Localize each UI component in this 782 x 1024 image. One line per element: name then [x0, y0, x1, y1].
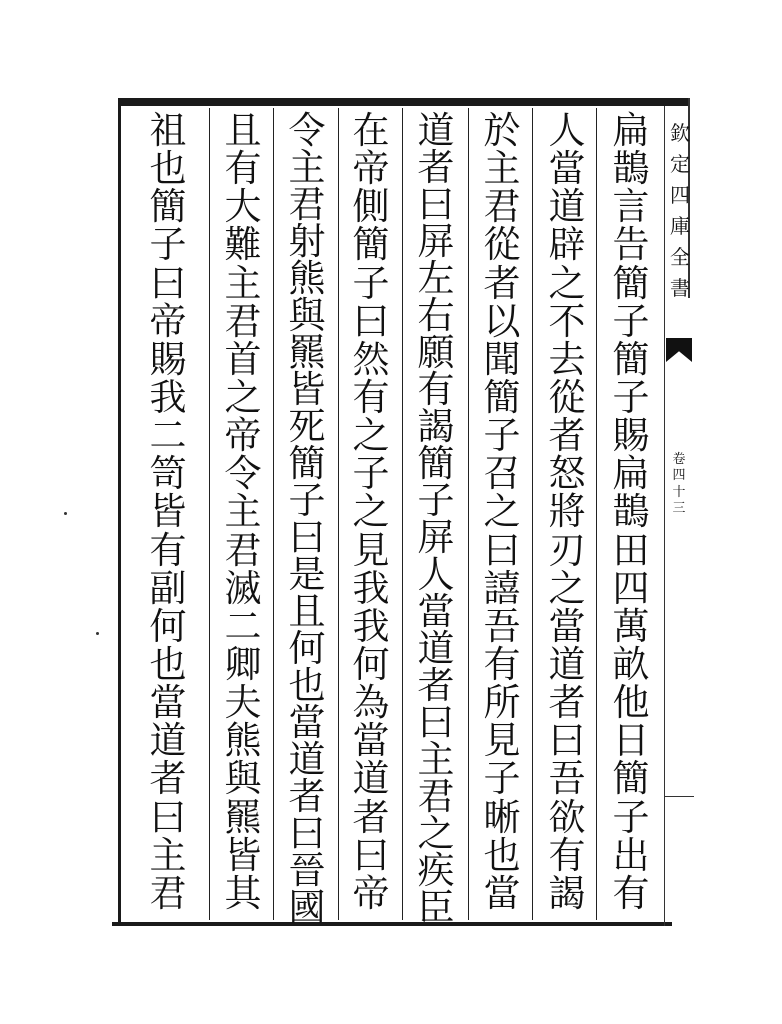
- character: 曰: [352, 833, 390, 877]
- column-rule: [338, 108, 339, 920]
- character: 十: [672, 484, 686, 500]
- character: 帝: [149, 299, 187, 343]
- character: 君: [149, 871, 187, 915]
- page-border-bottom: [112, 922, 672, 926]
- character: 有: [548, 833, 586, 877]
- character: 當: [288, 701, 326, 744]
- character: 簡: [352, 223, 390, 267]
- character: 何: [288, 627, 326, 670]
- character: 晰: [483, 795, 521, 839]
- character: 所: [483, 681, 521, 725]
- character: 之: [352, 414, 390, 458]
- character: 且: [288, 590, 326, 633]
- character: 曰: [149, 261, 187, 305]
- character: 帝: [224, 414, 262, 458]
- character: 辟: [548, 223, 586, 267]
- character: 四: [670, 183, 690, 207]
- character: 其: [224, 871, 262, 915]
- character: 側: [352, 185, 390, 229]
- character: 國: [288, 886, 326, 929]
- character: 臣: [417, 886, 455, 929]
- character: 不: [548, 299, 586, 343]
- character: 鵲: [612, 490, 650, 534]
- character: 二: [224, 604, 262, 648]
- character: 日: [612, 719, 650, 763]
- character: 當: [483, 871, 521, 915]
- character: 將: [548, 490, 586, 534]
- column-rule: [402, 108, 403, 920]
- character: 者: [417, 146, 455, 189]
- character: 他: [612, 681, 650, 725]
- character: 人: [548, 109, 586, 152]
- character: 鵲: [612, 147, 650, 191]
- character: 賜: [149, 337, 187, 381]
- character: 有: [483, 642, 521, 686]
- character: 吾: [548, 757, 586, 801]
- character: 與: [288, 294, 326, 337]
- chapter-label: [668, 452, 690, 517]
- character: 子: [417, 479, 455, 522]
- character: 曰: [417, 701, 455, 744]
- character: 者: [288, 775, 326, 818]
- character: 且: [224, 109, 262, 152]
- character: 子: [352, 261, 390, 305]
- text-column-3: [472, 109, 532, 915]
- text-column-5: [341, 109, 401, 915]
- character: 者: [548, 681, 586, 725]
- character: 君: [224, 299, 262, 343]
- character: 帝: [352, 147, 390, 191]
- character: 吾: [483, 604, 521, 648]
- character: 曰: [149, 795, 187, 839]
- character: 皆: [224, 833, 262, 877]
- character: 君: [288, 183, 326, 226]
- character: 曰: [483, 528, 521, 572]
- character: 是: [288, 553, 326, 596]
- character: 羆: [224, 795, 262, 839]
- character: 大: [224, 185, 262, 229]
- character: 與: [224, 757, 262, 801]
- character: 卷: [672, 452, 686, 467]
- character: 當: [149, 681, 187, 725]
- character: 出: [612, 833, 650, 877]
- character: 簡: [483, 375, 521, 419]
- book-title: [668, 118, 692, 304]
- character: 主: [483, 147, 521, 191]
- character: 扁: [612, 109, 650, 152]
- character: 疾: [417, 849, 455, 892]
- character: 然: [352, 337, 390, 381]
- fishtail-mark-icon: [666, 338, 692, 362]
- character: 三: [672, 500, 686, 516]
- character: 祖: [149, 109, 187, 152]
- character: 君: [417, 775, 455, 818]
- character: 謁: [417, 405, 455, 448]
- text-column-2: [537, 109, 597, 915]
- character: 副: [149, 566, 187, 610]
- column-rule: [532, 108, 533, 920]
- character: 卿: [224, 642, 262, 686]
- character: 從: [548, 375, 586, 419]
- character: 皆: [149, 490, 187, 534]
- character: 當: [417, 590, 455, 633]
- scan-speck: [64, 512, 67, 515]
- character: 曰: [548, 719, 586, 763]
- character: 屏: [417, 516, 455, 559]
- character: 子: [288, 479, 326, 522]
- character: 者: [417, 664, 455, 707]
- character: 屏: [417, 220, 455, 263]
- character: 之: [548, 566, 586, 610]
- character: 者: [483, 261, 521, 305]
- character: 見: [352, 528, 390, 572]
- character: 主: [288, 146, 326, 189]
- character: 子: [612, 375, 650, 419]
- character: 當: [352, 719, 390, 763]
- character: 去: [548, 337, 586, 381]
- character: 以: [483, 299, 521, 343]
- character: 賜: [612, 414, 650, 458]
- column-rule: [273, 108, 274, 920]
- column-rule: [468, 108, 469, 920]
- character: 曰: [288, 516, 326, 559]
- text-column-4: [406, 109, 466, 929]
- character: 有: [224, 147, 262, 191]
- character: 於: [483, 109, 521, 152]
- character: 召: [483, 452, 521, 496]
- character: 刃: [548, 528, 586, 572]
- character: 右: [417, 294, 455, 337]
- character: 道: [352, 757, 390, 801]
- character: 滅: [224, 566, 262, 610]
- character: 道: [417, 627, 455, 670]
- character: 君: [224, 528, 262, 572]
- character: 何: [149, 604, 187, 648]
- character: 夫: [224, 681, 262, 725]
- character: 道: [149, 719, 187, 763]
- character: 子: [612, 795, 650, 839]
- character: 難: [224, 223, 262, 267]
- character: 之: [417, 812, 455, 855]
- character: 也: [149, 147, 187, 191]
- character: 欽: [670, 121, 690, 145]
- character: 有: [612, 871, 650, 915]
- character: 譆: [483, 566, 521, 610]
- character: 我: [352, 604, 390, 648]
- character: 當: [548, 604, 586, 648]
- center-margin-tick: [664, 796, 694, 797]
- character: 有: [352, 375, 390, 419]
- character: 道: [417, 109, 455, 152]
- text-column-7: [213, 109, 273, 915]
- character: 簡: [612, 757, 650, 801]
- character: 欲: [548, 795, 586, 839]
- character: 願: [417, 331, 455, 374]
- character: 告: [612, 223, 650, 267]
- character: 之: [224, 375, 262, 419]
- character: 主: [417, 738, 455, 781]
- character: 左: [417, 257, 455, 300]
- character: 簡: [417, 442, 455, 485]
- character: 之: [352, 490, 390, 534]
- character: 庫: [670, 214, 690, 238]
- character: 子: [149, 223, 187, 267]
- character: 田: [612, 528, 650, 572]
- character: 簡: [612, 261, 650, 305]
- character: 二: [149, 414, 187, 458]
- character: 者: [352, 795, 390, 839]
- character: 書: [670, 276, 690, 300]
- character: 帝: [352, 871, 390, 915]
- character: 射: [288, 220, 326, 263]
- character: 首: [224, 337, 262, 381]
- character: 簡: [288, 442, 326, 485]
- character: 謁: [548, 871, 586, 915]
- character: 扁: [612, 452, 650, 496]
- center-margin-line: [664, 106, 665, 926]
- character: 君: [483, 185, 521, 229]
- character: 也: [483, 833, 521, 877]
- text-column-8: [138, 109, 198, 915]
- text-column-6: [277, 109, 337, 929]
- character: 聞: [483, 337, 521, 381]
- character: 主: [149, 833, 187, 877]
- character: 主: [224, 261, 262, 305]
- character: 子: [612, 299, 650, 343]
- character: 死: [288, 405, 326, 448]
- character: 怒: [548, 452, 586, 496]
- character: 羆: [288, 331, 326, 374]
- character: 者: [149, 757, 187, 801]
- text-column-1: [601, 109, 661, 915]
- character: 簡: [149, 185, 187, 229]
- character: 熊: [224, 719, 262, 763]
- character: 曰: [352, 299, 390, 343]
- page-border-top: [118, 98, 690, 106]
- character: 令: [224, 452, 262, 496]
- character: 子: [352, 452, 390, 496]
- character: 道: [548, 185, 586, 229]
- character: 何: [352, 642, 390, 686]
- character: 定: [670, 152, 690, 176]
- character: 之: [483, 490, 521, 534]
- character: 晉: [288, 849, 326, 892]
- character: 熊: [288, 257, 326, 300]
- character: 有: [149, 528, 187, 572]
- character: 之: [548, 261, 586, 305]
- character: 簡: [612, 337, 650, 381]
- character: 也: [288, 664, 326, 707]
- character: 當: [548, 147, 586, 191]
- character: 主: [224, 490, 262, 534]
- page-border-left: [118, 100, 121, 925]
- character: 萬: [612, 604, 650, 648]
- character: 見: [483, 719, 521, 763]
- character: 言: [612, 185, 650, 229]
- character: 四: [672, 468, 686, 484]
- character: 我: [352, 566, 390, 610]
- character: 子: [483, 414, 521, 458]
- character: 四: [612, 566, 650, 610]
- character: 全: [670, 245, 690, 269]
- character: 笥: [149, 452, 187, 496]
- character: 我: [149, 375, 187, 419]
- character: 也: [149, 642, 187, 686]
- character: 子: [483, 757, 521, 801]
- character: 曰: [288, 812, 326, 855]
- character: 在: [352, 109, 390, 152]
- character: 道: [548, 642, 586, 686]
- character: 有: [417, 368, 455, 411]
- character: 畝: [612, 642, 650, 686]
- character: 為: [352, 681, 390, 725]
- character: 道: [288, 738, 326, 781]
- character: 曰: [417, 183, 455, 226]
- character: 皆: [288, 368, 326, 411]
- character: 者: [548, 414, 586, 458]
- character: 從: [483, 223, 521, 267]
- character: 人: [417, 553, 455, 596]
- scan-speck: [96, 632, 99, 635]
- character: 令: [288, 109, 326, 152]
- column-rule: [209, 108, 210, 920]
